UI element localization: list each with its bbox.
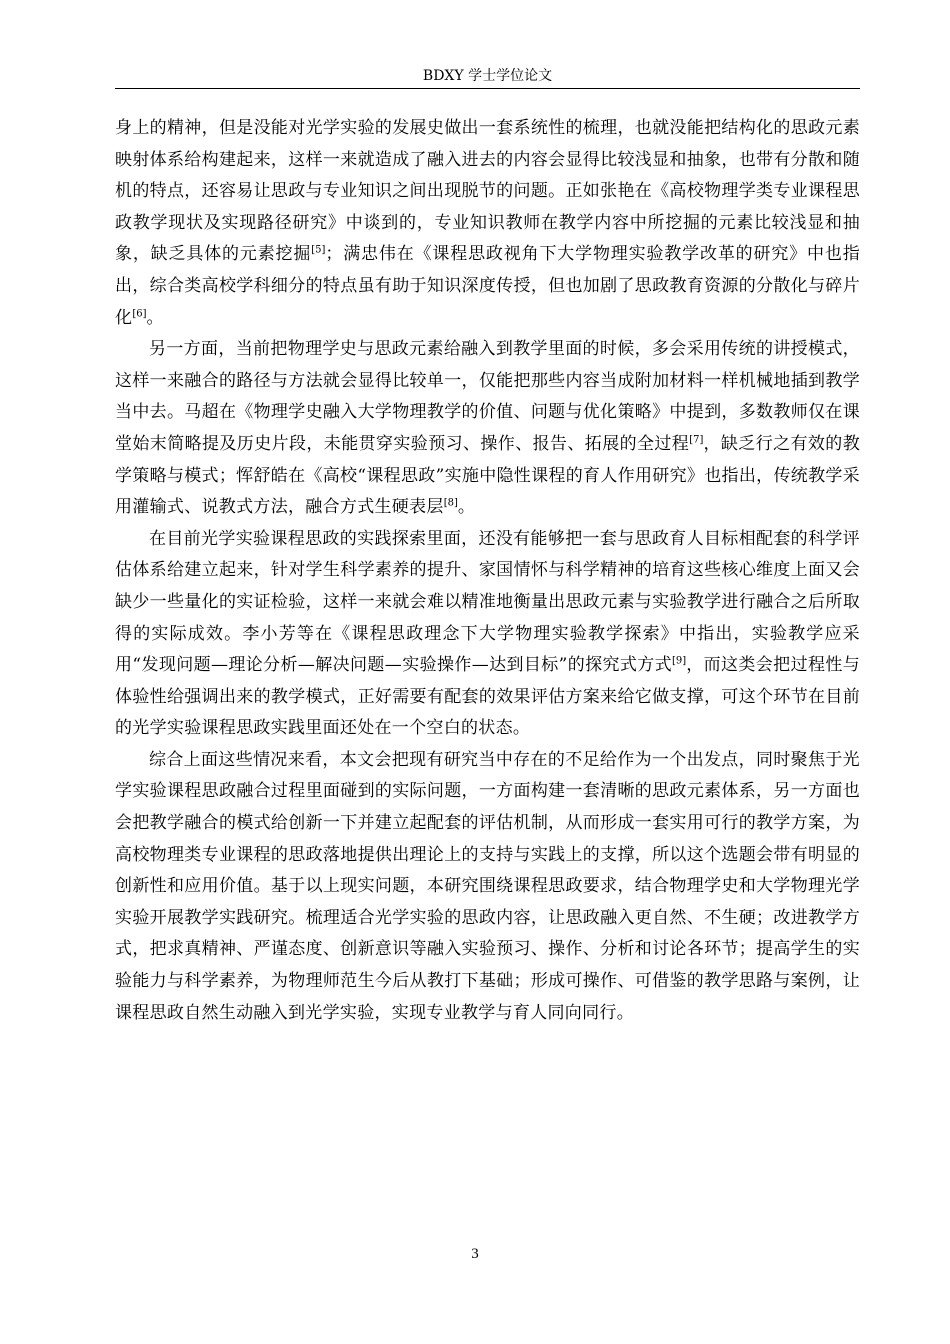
- running-header: BDXY 学士学位论文: [422, 68, 553, 84]
- citation-marker: [8]: [443, 497, 458, 509]
- paragraph-text: 另一方面，当前把物理学史与思政元素给融入到教学里面的时候，多会采用传统的讲授模式，这样一来融合的路径与方法就会显得比较单一，仅能把那些内容当成附加材料一样机械地插到教学当中去。马超在《物理学史融入大学物理教学的价值、问题与优化策略》中提到，多数教师仅在课堂始末简略提及历史片段，未能贯穿实验预习、操作、报告、拓展的全过程: [115, 339, 860, 454]
- paragraph-text: 身上的精神，但是没能对光学实验的发展史做出一套系统性的梳理，也就没能把结构化的思政元素映射体系给构建起来，这样一来就造成了融入进去的内容会显得比较浅显和抽象，也带有分散和随机的特点，还容易让思政与专业知识之间出现脱节的问题。正如张艳在《高校物理学类专业课程思政教学现状及实现路径研究》中谈到的，专业知识教师在教学内容中所挖掘的元素比较浅显和抽象，缺乏具体的元素挖掘: [115, 118, 860, 265]
- paragraph-text: ，而这类会把过程性与体验性给强调出来的教学模式，正好需要有配套的效果评估方案来给它做支撑，可这个环节在目前的光学实验课程思政实践里面还处在一个空白的状态。: [115, 655, 861, 739]
- page-number: 3: [471, 1246, 479, 1262]
- citation-marker: [7]: [689, 434, 704, 446]
- paragraph: [115, 745, 860, 1029]
- paragraph: [115, 334, 860, 524]
- paragraph: [115, 524, 860, 745]
- paragraph: [115, 113, 860, 334]
- header-rule: [115, 88, 860, 89]
- citation-marker: [6]: [132, 307, 147, 319]
- paragraph-text: ，缺乏行之有效的教学策略与模式；恽舒皓在《高校“课程思政”实施中隐性课程的育人作用研究》也指出，传统教学采用灌输式、说教式方法，融合方式生硬表层: [115, 433, 860, 518]
- paragraph-text: ；满忠伟在《课程思政视角下大学物理实验教学改革的研究》中也指出，综合类高校学科细分的特点虽有助于知识深度传授，但也加剧了思政教育资源的分散化与碎片化: [115, 244, 860, 328]
- citation-marker: [9]: [672, 655, 687, 667]
- paragraph-text: 综合上面这些情况来看，本文会把现有研究当中存在的不足给作为一个出发点，同时聚焦于光学实验课程思政融合过程里面碰到的实际问题，一方面构建一套清晰的思政元素体系，另一方面也会把教学融合的模式给创新一下并建立起配套的评估机制，从而形成一套实用可行的教学方案，为高校物理类专业课程的思政落地提供出理论上的支持与实践上的支撑，所以这个选题会带有明显的创新性和应用价值。基于以上现实问题，本研究围绕课程思政要求，结合物理学史和大学物理光学实验开展教学实践研究。梳理适合光学实验的思政内容，让思政融入更自然、不生硬；改进教学方式，把求真精神、严谨态度、创新意识等融入实验预习、操作、分析和讨论各环节；提高学生的实验能力与科学素养，为物理师范生今后从教打下基础；形成可操作、可借鉴的教学思路与案例，让课程思政自然生动融入到光学实验，实现专业教学与育人同向同行。: [115, 749, 860, 1023]
- body-text: [115, 113, 860, 1029]
- paragraph-text: 在目前光学实验课程思政的实践探索里面，还没有能够把一套与思政育人目标相配套的科学评估体系给建立起来，针对学生科学素养的提升、家国情怀与科学精神的培育这些核心维度上面又会缺少一些量化的实证检验，这样一来就会难以精准地衡量出思政元素与实验教学进行融合之后所取得的实际成效。李小芳等在《课程思政理念下大学物理实验教学探索》中指出，实验教学应采用“发现问题—理论分析—解决问题—实验操作—达到目标”的探究式方式: [115, 528, 860, 676]
- paragraph-text: 。: [457, 497, 476, 518]
- citation-marker: [5]: [311, 244, 326, 256]
- paragraph-text: 。: [146, 307, 164, 328]
